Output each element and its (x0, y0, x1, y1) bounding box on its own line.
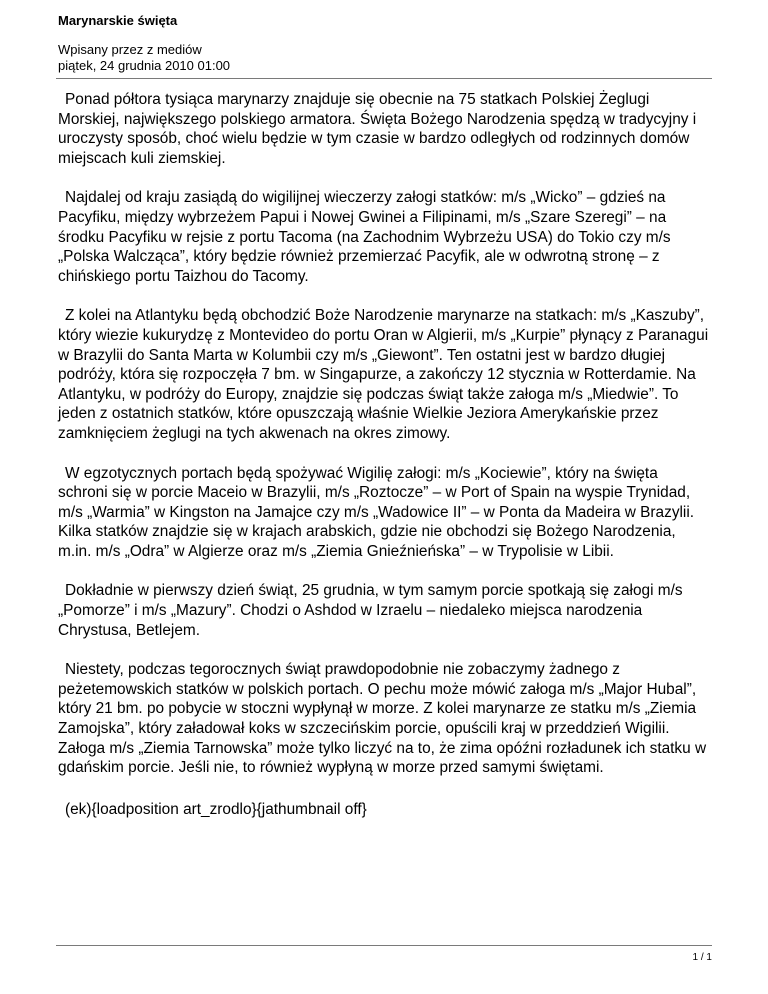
author-line: Wpisany przez z mediów (58, 42, 202, 57)
header-divider (56, 78, 712, 79)
date-line: piątek, 24 grudnia 2010 01:00 (58, 58, 231, 73)
paragraph: Dokładnie w pierwszy dzień świąt, 25 grudnia, w tym samym porcie spotkają się załogi m/s „Pomorze” i m/s „Mazury”. Chodzi o Ashdod w Izraelu – niedaleko miejsca narodzenia Chrystusa, Betlejem. (58, 582, 683, 639)
paragraph: Ponad półtora tysiąca marynarzy znajduje się obecnie na 75 statkach Polskiej Żeglugi Morskiej, największego polskiego armatora. Święta Bożego Narodzenia spędzą w tradycyjny i uroczysty sposób, choć wielu będzie w tym czasie w bardzo odległych od rodzinnych domów miejscach kuli ziemskiej. (58, 91, 697, 167)
footer-divider (56, 945, 712, 946)
page-number: 1 / 1 (692, 952, 712, 963)
article-title: Marynarskie święta (58, 13, 178, 28)
paragraph: Niestety, podczas tegorocznych świąt prawdopodobnie nie zobaczymy żadnego z peżetemowskich statków w polskich portach. O pechu może mówić załoga m/s „Major Hubal”, który 21 bm. po pobycie w stoczni wypłynął w morze. Z kolei marynarze ze statku m/s „Ziemia Zamojska”, który załadował koks w szczecińskim porcie, opuścili kraj w przeddzień Wigilii. Załoga m/s „Ziemia Tarnowska” może tylko liczyć na to, że zima opóźni rozładunek ich statku w gdańskim porcie. Jeśli nie, to również wypłyną w morze przed samymi świętami. (58, 661, 707, 777)
paragraph: Z kolei na Atlantyku będą obchodzić Boże Narodzenie marynarze na statkach: m/s „Kaszuby”, który wiezie kukurydzę z Montevideo do portu Oran w Algierii, m/s „Kurpie” płynący z Paranagui w Brazylii do Santa Marta w Kolumbii czy m/s „Giewont”. Ten ostatni jest w bardzo długiej podróży, która się rozpoczęła 7 bm. w Singapurze, a zakończy 12 stycznia w Rotterdamie. Na Atlantyku, w podróży do Europy, znajdzie się podczas świąt także załoga m/s „Miedwie”. To jeden z ostatnich statków, które opuszczają właśnie Wielkie Jeziora Amerykańskie przez zamknięciem żeglugi na tych akwenach na okres zimowy. (58, 307, 709, 442)
paragraph: W egzotycznych portach będą spożywać Wigilię załogi: m/s „Kociewie”, który na święta schroni się w porcie Maceio w Brazylii, m/s „Roztocze” – w Port of Spain na wyspie Trynidad, m/s „Warmia” w Kingston na Jamajce czy m/s „Wadowice II” – w Ponta da Madeira w Brazylii. Kilka statków znajdzie się w krajach arabskich, gdzie nie obchodzi się Bożego Narodzenia, m.in. m/s „Odra” w Algierze oraz m/s „Ziemia Gnieźnieńska” – w Trypolisie w Libii. (58, 464, 695, 560)
paragraph: Najdalej od kraju zasiądą do wigilijnej wieczerzy załogi statków: m/s „Wicko” – gdzieś na Pacyfiku, między wybrzeżem Papui i Nowej Gwinei a Filipinami, m/s „Szare Szeregi” – na środku Pacyfiku w rejsie z portu Tacoma (na Zachodnim Wybrzeżu USA) do Tokio czy m/s „Polska Walcząca”, który będzie również przemierzać Pacyfik, ale w odwrotną stronę – z chińskiego portu Taizhou do Tacomy. (58, 189, 671, 285)
article-body (58, 90, 710, 839)
source-placeholder: (ek){loadposition art_zrodlo}{jathumbnail off} (65, 800, 367, 818)
article-meta (58, 42, 230, 74)
document-page (56, 0, 712, 994)
